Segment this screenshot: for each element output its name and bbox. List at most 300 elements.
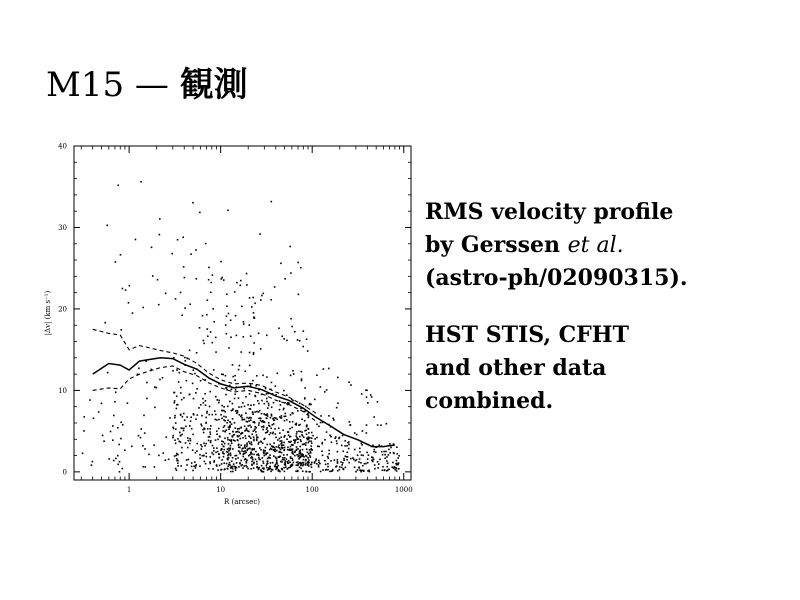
scatter-point bbox=[250, 335, 252, 337]
scatter-point bbox=[120, 438, 122, 440]
scatter-point bbox=[180, 392, 182, 394]
scatter-point bbox=[304, 420, 306, 422]
scatter-point bbox=[127, 402, 129, 404]
scatter-point bbox=[180, 292, 182, 294]
scatter-point bbox=[381, 451, 383, 453]
scatter-point bbox=[307, 428, 309, 430]
scatter-point bbox=[266, 376, 268, 378]
scatter-point bbox=[317, 446, 319, 448]
scatter-point bbox=[175, 428, 177, 430]
x-tick-label: 10 bbox=[216, 486, 226, 494]
scatter-point bbox=[172, 370, 174, 372]
scatter-point bbox=[82, 452, 84, 454]
scatter-point bbox=[298, 430, 300, 432]
scatter-point bbox=[305, 444, 307, 446]
scatter-point bbox=[250, 404, 252, 406]
scatter-point bbox=[395, 467, 397, 469]
scatter-point bbox=[270, 462, 272, 464]
scatter-point bbox=[268, 422, 270, 424]
scatter-point bbox=[159, 218, 161, 220]
scatter-point bbox=[239, 428, 241, 430]
scatter-point bbox=[308, 462, 310, 464]
scatter-point bbox=[207, 428, 209, 430]
scatter-point bbox=[185, 469, 187, 471]
scatter-point bbox=[263, 426, 265, 428]
scatter-point bbox=[135, 239, 137, 241]
scatter-point bbox=[297, 463, 299, 465]
scatter-point bbox=[260, 420, 262, 422]
scatter-point bbox=[206, 314, 208, 316]
scatter-point bbox=[252, 380, 254, 382]
scatter-point bbox=[377, 424, 379, 426]
scatter-point bbox=[386, 470, 388, 472]
scatter-point bbox=[311, 442, 313, 444]
scatter-point bbox=[213, 321, 215, 323]
scatter-point bbox=[263, 462, 265, 464]
scatter-point bbox=[218, 419, 220, 421]
scatter-point bbox=[235, 466, 237, 468]
scatter-point bbox=[186, 459, 188, 461]
scatter-point bbox=[213, 450, 215, 452]
scatter-point bbox=[311, 466, 313, 468]
scatter-point bbox=[195, 467, 197, 469]
scatter-point bbox=[245, 438, 247, 440]
scatter-point bbox=[181, 314, 183, 316]
scatter-point bbox=[177, 462, 179, 464]
scatter-point bbox=[310, 452, 312, 454]
scatter-point bbox=[201, 446, 203, 448]
scatter-point bbox=[144, 432, 146, 434]
scatter-point bbox=[349, 424, 351, 426]
caption-line: HST STIS, CFHT bbox=[425, 322, 629, 348]
scatter-point bbox=[253, 342, 255, 344]
scatter-point bbox=[297, 410, 299, 412]
scatter-point bbox=[290, 446, 292, 448]
scatter-point bbox=[247, 468, 249, 470]
scatter-point bbox=[221, 277, 223, 279]
scatter-point bbox=[173, 428, 175, 430]
scatter-point bbox=[321, 443, 323, 445]
scatter-point bbox=[213, 369, 215, 371]
scatter-point bbox=[189, 303, 191, 305]
scatter-point bbox=[242, 402, 244, 404]
scatter-point bbox=[244, 419, 246, 421]
scatter-point bbox=[357, 454, 359, 456]
scatter-point bbox=[298, 458, 300, 460]
scatter-point bbox=[138, 435, 140, 437]
scatter-point bbox=[301, 418, 303, 420]
scatter-point bbox=[279, 400, 281, 402]
scatter-point bbox=[253, 317, 255, 319]
scatter-point bbox=[227, 419, 229, 421]
scatter-point bbox=[396, 464, 398, 466]
scatter-point bbox=[165, 459, 167, 461]
scatter-point bbox=[234, 379, 236, 381]
scatter-point bbox=[336, 465, 338, 467]
scatter-point bbox=[288, 434, 290, 436]
scatter-point bbox=[281, 335, 283, 337]
scatter-point bbox=[305, 463, 307, 465]
scatter-point bbox=[103, 440, 105, 442]
scatter-point bbox=[359, 458, 361, 460]
scatter-point bbox=[386, 460, 388, 462]
scatter-point bbox=[263, 449, 265, 451]
scatter-point bbox=[196, 388, 198, 390]
scatter-point bbox=[250, 468, 252, 470]
scatter-point bbox=[396, 460, 398, 462]
scatter-point bbox=[208, 440, 210, 442]
scatter-point bbox=[382, 454, 384, 456]
scatter-point bbox=[303, 464, 305, 466]
scatter-point bbox=[169, 417, 171, 419]
scatter-point bbox=[321, 450, 323, 452]
scatter-point bbox=[254, 422, 256, 424]
scatter-point bbox=[192, 434, 194, 436]
scatter-point bbox=[243, 388, 245, 390]
scatter-point bbox=[348, 448, 350, 450]
scatter-point bbox=[270, 427, 272, 429]
scatter-point bbox=[306, 433, 308, 435]
scatter-point bbox=[283, 467, 285, 469]
scatter-point bbox=[348, 441, 350, 443]
scatter-point bbox=[231, 435, 233, 437]
scatter-point bbox=[288, 462, 290, 464]
scatter-point bbox=[240, 460, 242, 462]
scatter-point bbox=[271, 406, 273, 408]
scatter-point bbox=[266, 393, 268, 395]
scatter-point bbox=[209, 461, 211, 463]
scatter-point bbox=[181, 434, 183, 436]
scatter-point bbox=[177, 404, 179, 406]
scatter-point bbox=[246, 461, 248, 463]
scatter-point bbox=[285, 466, 287, 468]
scatter-point bbox=[284, 278, 286, 280]
scatter-point bbox=[266, 428, 268, 430]
scatter-point bbox=[269, 425, 271, 427]
scatter-point bbox=[297, 339, 299, 341]
scatter-point bbox=[227, 437, 229, 439]
scatter-point bbox=[263, 455, 265, 457]
scatter-point bbox=[343, 469, 345, 471]
scatter-point bbox=[217, 451, 219, 453]
scatter-point bbox=[286, 468, 288, 470]
scatter-point bbox=[244, 406, 246, 408]
scatter-point bbox=[235, 315, 237, 317]
scatter-point bbox=[110, 431, 112, 433]
scatter-point bbox=[253, 352, 255, 354]
scatter-point bbox=[223, 441, 225, 443]
scatter-point bbox=[262, 293, 264, 295]
scatter-point bbox=[211, 414, 213, 416]
scatter-point bbox=[171, 253, 173, 255]
scatter-point bbox=[275, 385, 277, 387]
scatter-point bbox=[122, 288, 124, 290]
scatter-point bbox=[250, 452, 252, 454]
scatter-point bbox=[314, 438, 316, 440]
scatter-point bbox=[272, 446, 274, 448]
scatter-point bbox=[249, 425, 251, 427]
scatter-point bbox=[272, 418, 274, 420]
scatter-point bbox=[218, 453, 220, 455]
scatter-point bbox=[290, 436, 292, 438]
scatter-point bbox=[232, 431, 234, 433]
scatter-point bbox=[208, 414, 210, 416]
scatter-point bbox=[251, 453, 253, 455]
scatter-point bbox=[290, 414, 292, 416]
scatter-point bbox=[289, 448, 291, 450]
scatter-point bbox=[262, 442, 264, 444]
scatter-point bbox=[249, 408, 251, 410]
scatter-point bbox=[214, 410, 216, 412]
scatter-point bbox=[276, 450, 278, 452]
scatter-point bbox=[115, 391, 117, 393]
scatter-point bbox=[268, 403, 270, 405]
scatter-point bbox=[235, 458, 237, 460]
scatter-point bbox=[328, 453, 330, 455]
scatter-point bbox=[283, 450, 285, 452]
scatter-point bbox=[281, 468, 283, 470]
scatter-point bbox=[308, 432, 310, 434]
scatter-point bbox=[249, 352, 251, 354]
scatter-point bbox=[239, 414, 241, 416]
scatter-point bbox=[240, 351, 242, 353]
scatter-point bbox=[210, 292, 212, 294]
scatter-point bbox=[252, 459, 254, 461]
scatter-point bbox=[284, 420, 286, 422]
scatter-point bbox=[235, 389, 237, 391]
scatter-point bbox=[370, 394, 372, 396]
scatter-point bbox=[180, 441, 182, 443]
scatter-point bbox=[236, 462, 238, 464]
scatter-point bbox=[253, 354, 255, 356]
scatter-point bbox=[138, 367, 140, 369]
scatter-point bbox=[211, 342, 213, 344]
scatter-point bbox=[269, 454, 271, 456]
scatter-point bbox=[226, 315, 228, 317]
scatter-point bbox=[274, 428, 276, 430]
scatter-point bbox=[238, 397, 240, 399]
scatter-point bbox=[299, 462, 301, 464]
scatter-point bbox=[232, 364, 234, 366]
scatter-point bbox=[229, 449, 231, 451]
scatter-point bbox=[242, 456, 244, 458]
scatter-point bbox=[261, 465, 263, 467]
caption-line: and other data bbox=[425, 355, 607, 381]
scatter-point bbox=[184, 360, 186, 362]
scatter-point bbox=[283, 390, 285, 392]
scatter-point bbox=[216, 419, 218, 421]
scatter-point bbox=[230, 336, 232, 338]
scatter-point bbox=[211, 452, 213, 454]
scatter-point bbox=[174, 439, 176, 441]
scatter-point bbox=[262, 457, 264, 459]
scatter-point bbox=[241, 450, 243, 452]
scatter-point bbox=[260, 348, 262, 350]
scatter-point bbox=[305, 429, 307, 431]
scatter-point bbox=[367, 462, 369, 464]
scatter-point bbox=[247, 448, 249, 450]
scatter-point bbox=[242, 336, 244, 338]
scatter-point bbox=[238, 406, 240, 408]
scatter-point bbox=[392, 462, 394, 464]
scatter-point bbox=[290, 375, 292, 377]
scatter-point bbox=[259, 233, 261, 235]
scatter-point bbox=[303, 459, 305, 461]
scatter-point bbox=[230, 455, 232, 457]
scatter-point bbox=[159, 234, 161, 236]
scatter-point bbox=[220, 278, 222, 280]
scatter-point bbox=[282, 429, 284, 431]
scatter-point bbox=[311, 461, 313, 463]
scatter-point bbox=[373, 459, 375, 461]
scatter-point bbox=[329, 435, 331, 437]
scatter-point bbox=[226, 422, 228, 424]
scatter-point bbox=[305, 406, 307, 408]
scatter-point bbox=[277, 439, 279, 441]
scatter-point bbox=[393, 466, 395, 468]
scatter-point bbox=[261, 426, 263, 428]
scatter-point bbox=[310, 440, 312, 442]
scatter-point bbox=[192, 470, 194, 472]
scatter-point bbox=[226, 463, 228, 465]
scatter-point bbox=[262, 461, 264, 463]
scatter-point bbox=[320, 471, 322, 473]
scatter-point bbox=[259, 459, 261, 461]
scatter-point bbox=[284, 471, 286, 473]
scatter-point bbox=[221, 440, 223, 442]
scatter-point bbox=[299, 402, 301, 404]
scatter-point bbox=[390, 447, 392, 449]
scatter-point bbox=[202, 455, 204, 457]
scatter-point bbox=[362, 430, 364, 432]
scatter-point bbox=[253, 449, 255, 451]
scatter-point bbox=[91, 464, 93, 466]
scatter-point bbox=[316, 437, 318, 439]
scatter-point bbox=[384, 454, 386, 456]
scatter-point bbox=[155, 387, 157, 389]
scatter-point bbox=[296, 454, 298, 456]
scatter-point bbox=[207, 335, 209, 337]
scatter-point bbox=[292, 459, 294, 461]
scatter-point bbox=[206, 412, 208, 414]
scatter-point bbox=[186, 416, 188, 418]
scatter-point bbox=[243, 465, 245, 467]
scatter-point bbox=[274, 466, 276, 468]
scatter-point bbox=[278, 446, 280, 448]
scatter-point bbox=[241, 306, 243, 308]
scatter-point bbox=[396, 453, 398, 455]
scatter-point bbox=[228, 453, 230, 455]
scatter-point bbox=[283, 444, 285, 446]
scatter-point bbox=[203, 340, 205, 342]
scatter-point bbox=[208, 267, 210, 269]
scatter-point bbox=[342, 462, 344, 464]
scatter-point bbox=[234, 422, 236, 424]
scatter-point bbox=[209, 428, 211, 430]
scatter-point bbox=[162, 377, 164, 379]
scatter-point bbox=[389, 452, 391, 454]
scatter-point bbox=[379, 459, 381, 461]
scatter-point bbox=[316, 374, 318, 376]
scatter-point bbox=[106, 225, 108, 227]
scatter-point bbox=[258, 417, 260, 419]
scatter-point bbox=[279, 409, 281, 411]
scatter-point bbox=[361, 443, 363, 445]
scatter-point bbox=[234, 291, 236, 293]
scatter-point bbox=[307, 417, 309, 419]
scatter-point bbox=[340, 461, 342, 463]
scatter-point bbox=[263, 413, 265, 415]
scatter-point bbox=[246, 273, 248, 275]
scatter-point bbox=[140, 181, 142, 183]
scatter-point bbox=[312, 435, 314, 437]
scatter-point bbox=[347, 451, 349, 453]
scatter-point bbox=[348, 444, 350, 446]
scatter-point bbox=[146, 382, 148, 384]
scatter-point bbox=[358, 466, 360, 468]
scatter-point bbox=[239, 451, 241, 453]
scatter-point bbox=[363, 470, 365, 472]
scatter-point bbox=[266, 335, 268, 337]
scatter-point bbox=[253, 404, 255, 406]
scatter-point bbox=[159, 379, 161, 381]
scatter-point bbox=[172, 435, 174, 437]
scatter-point bbox=[296, 431, 298, 433]
caption-line: combined. bbox=[425, 388, 554, 414]
scatter-point bbox=[246, 446, 248, 448]
scatter-point bbox=[143, 415, 145, 417]
scatter-point bbox=[384, 470, 386, 472]
scatter-point bbox=[278, 465, 280, 467]
scatter-point bbox=[203, 455, 205, 457]
scatter-point bbox=[185, 442, 187, 444]
scatter-point bbox=[255, 451, 257, 453]
scatter-point bbox=[207, 299, 209, 301]
scatter-point bbox=[388, 454, 390, 456]
scatter-point bbox=[301, 464, 303, 466]
scatter-point bbox=[297, 262, 299, 264]
scatter-point bbox=[208, 279, 210, 281]
scatter-point bbox=[213, 447, 215, 449]
scatter-point bbox=[235, 431, 237, 433]
scatter-point bbox=[209, 463, 211, 465]
scatter-point bbox=[237, 410, 239, 412]
scatter-point bbox=[289, 466, 291, 468]
scatter-point bbox=[226, 293, 228, 295]
scatter-point bbox=[336, 440, 338, 442]
scatter-point bbox=[117, 455, 119, 457]
scatter-point bbox=[324, 391, 326, 393]
scatter-point bbox=[252, 297, 254, 299]
scatter-point bbox=[326, 389, 328, 391]
scatter-point bbox=[224, 443, 226, 445]
scatter-point bbox=[154, 466, 156, 468]
scatter-point bbox=[237, 428, 239, 430]
scatter-point bbox=[318, 462, 320, 464]
scatter-point bbox=[221, 418, 223, 420]
slide-title-latin: M15 — bbox=[46, 65, 169, 105]
scatter-point bbox=[248, 455, 250, 457]
scatter-point bbox=[318, 464, 320, 466]
scatter-point bbox=[278, 456, 280, 458]
scatter-point bbox=[259, 447, 261, 449]
scatter-point bbox=[269, 457, 271, 459]
scatter-point bbox=[332, 418, 334, 420]
plot-frame bbox=[74, 146, 411, 480]
scatter-point bbox=[308, 436, 310, 438]
scatter-point bbox=[264, 403, 266, 405]
scatter-point bbox=[216, 447, 218, 449]
